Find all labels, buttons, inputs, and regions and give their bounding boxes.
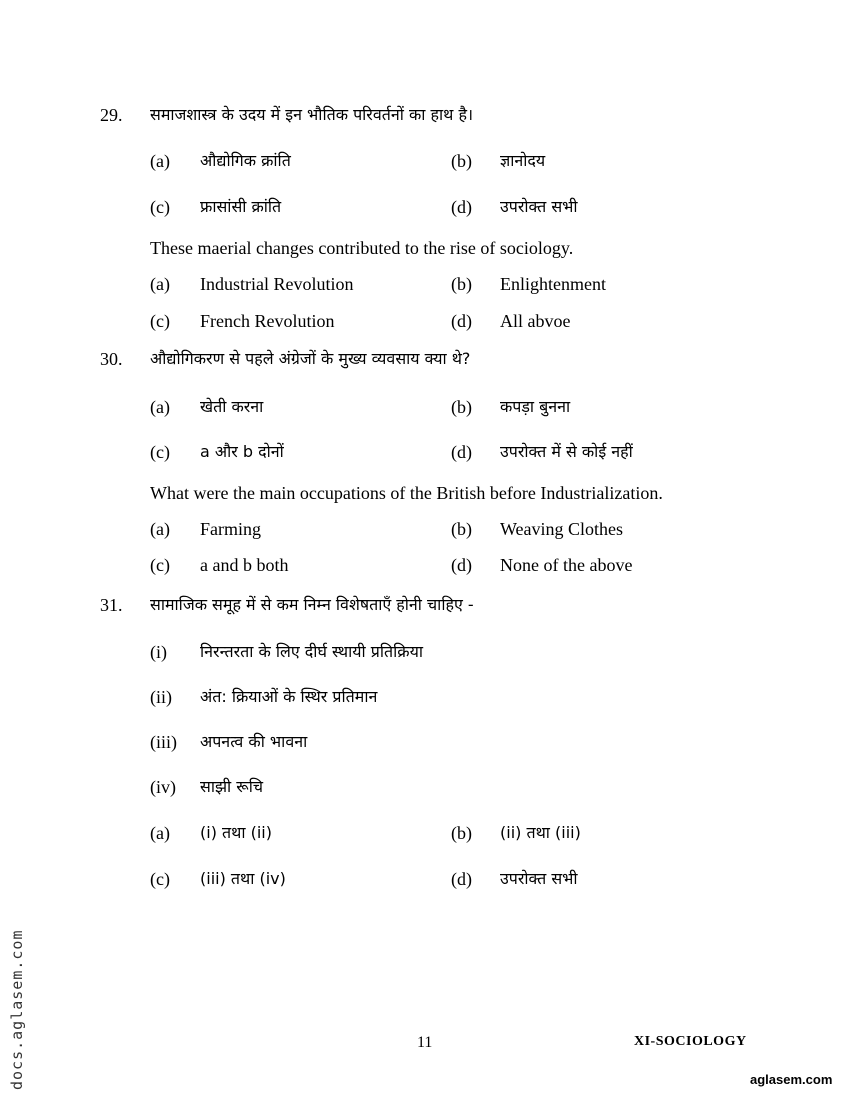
- option-text-english: All abvoe: [500, 311, 571, 331]
- option-label: (b): [451, 519, 472, 539]
- option-label: (c): [150, 442, 170, 462]
- statement-label: (iv): [150, 777, 176, 797]
- option-text-hindi: कपड़ा बुनना: [500, 397, 571, 416]
- option-text-hindi: खेती करना: [200, 397, 264, 416]
- option-label: (a): [150, 151, 170, 171]
- option-label: (b): [451, 823, 472, 843]
- option-label: (a): [150, 274, 170, 294]
- option-text-english: Farming: [200, 519, 261, 539]
- statement-label: (iii): [150, 732, 177, 752]
- question-text-english: What were the main occupations of the British before Industrialization.: [150, 483, 663, 503]
- option-text-hindi: फ्रासांसी क्रांति: [200, 197, 282, 216]
- option-label: (c): [150, 197, 170, 217]
- option-text-hindi: ज्ञानोदय: [500, 151, 546, 170]
- option-text-english: Industrial Revolution: [200, 274, 354, 294]
- option-label: (b): [451, 151, 472, 171]
- option-text-hindi: (i) तथा (ii): [200, 823, 272, 842]
- option-label: (a): [150, 519, 170, 539]
- option-text-english: French Revolution: [200, 311, 335, 331]
- option-text-hindi: उपरोक्त सभी: [500, 197, 578, 216]
- question-text-hindi: समाजशास्त्र के उदय में इन भौतिक परिवर्तनों का हाथ है।: [150, 105, 474, 124]
- option-text-hindi: (ii) तथा (iii): [500, 823, 581, 842]
- option-label: (a): [150, 397, 170, 417]
- option-label: (c): [150, 555, 170, 575]
- question-text-hindi: सामाजिक समूह में से कम निम्न विशेषताएँ होनी चाहिए -: [150, 595, 474, 614]
- statement-text: साझी रूचि: [200, 777, 264, 796]
- option-label: (b): [451, 397, 472, 417]
- question-number: 29.: [100, 105, 123, 125]
- option-label: (c): [150, 311, 170, 331]
- option-label: (d): [451, 197, 472, 217]
- subject-label: XI-SOCIOLOGY: [634, 1034, 747, 1049]
- option-label: (b): [451, 274, 472, 294]
- option-text-english: None of the above: [500, 555, 633, 575]
- option-text-hindi: a और b दोनों: [200, 442, 284, 461]
- option-label: (d): [451, 311, 472, 331]
- side-watermark: docs.aglasem.com: [8, 929, 26, 1090]
- option-text-hindi: औद्योगिक क्रांति: [200, 151, 291, 170]
- question-number: 31.: [100, 595, 123, 615]
- statement-label: (i): [150, 642, 167, 662]
- question-number: 30.: [100, 349, 123, 369]
- corner-watermark: aglasem.com: [750, 1072, 833, 1087]
- option-text-hindi: (iii) तथा (iv): [200, 869, 286, 888]
- option-text-english: Enlightenment: [500, 274, 606, 294]
- statement-text: अंत: क्रियाओं के स्थिर प्रतिमान: [200, 687, 378, 706]
- statement-label: (ii): [150, 687, 172, 707]
- option-text-english: Weaving Clothes: [500, 519, 624, 539]
- statement-text: निरन्तरता के लिए दीर्घ स्थायी प्रतिक्रिया: [200, 642, 423, 661]
- page-number: 11: [417, 1034, 433, 1051]
- option-label: (d): [451, 555, 472, 575]
- option-label: (c): [150, 869, 170, 889]
- option-label: (a): [150, 823, 170, 843]
- option-text-english: a and b both: [200, 555, 289, 575]
- question-text-hindi: औद्योगिकरण से पहले अंग्रेजों के मुख्य व्यवसाय क्या थे?: [150, 349, 471, 368]
- option-text-hindi: उपरोक्त में से कोई नहीं: [500, 442, 633, 461]
- option-text-hindi: उपरोक्त सभी: [500, 869, 578, 888]
- option-label: (d): [451, 869, 472, 889]
- question-text-english: These maerial changes contributed to the rise of sociology.: [150, 238, 574, 258]
- statement-text: अपनत्व की भावना: [200, 732, 308, 751]
- option-label: (d): [451, 442, 472, 462]
